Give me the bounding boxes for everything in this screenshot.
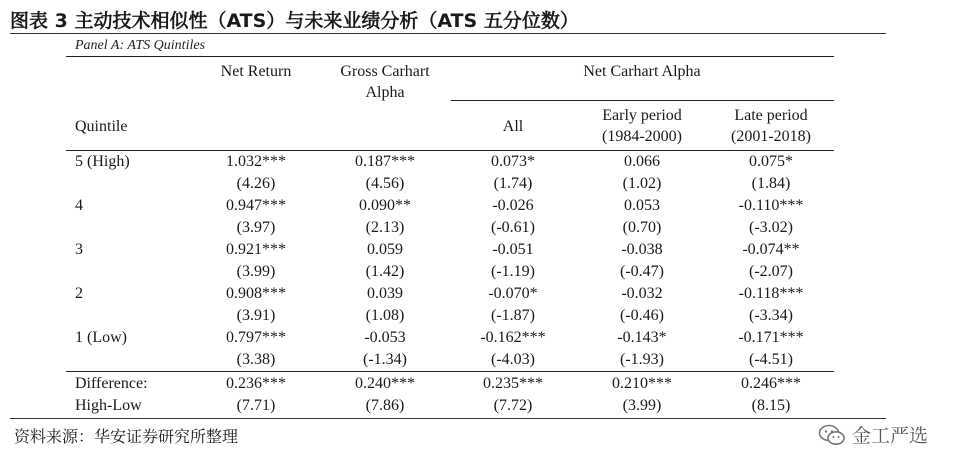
coef-cell: -0.032	[621, 285, 663, 302]
watermark-text: 金工严选	[852, 425, 929, 447]
coef-cell: 0.090**	[359, 197, 411, 214]
tstat-cell: (4.26)	[236, 175, 276, 192]
tstat-cell: (1.74)	[493, 175, 533, 192]
diff-tstat: (7.72)	[493, 397, 533, 414]
quintile-label: 4	[75, 197, 83, 214]
header-all: All	[502, 118, 524, 135]
tstat-cell: (-0.46)	[620, 307, 664, 324]
tstat-cell: (4.56)	[365, 175, 405, 192]
tstat-cell: (-2.07)	[749, 263, 793, 280]
coef-cell: -0.074**	[742, 241, 800, 258]
tstat-cell: (2.13)	[365, 219, 405, 236]
coef-cell: -0.053	[364, 329, 406, 346]
coef-cell: -0.118***	[738, 285, 804, 302]
coef-cell: -0.171***	[738, 329, 804, 346]
coef-cell: 0.039	[367, 285, 403, 302]
watermark	[818, 421, 928, 448]
coef-cell: 0.921***	[226, 241, 286, 258]
bottom-rule	[10, 418, 886, 419]
panel-rule	[66, 56, 834, 57]
header-net-carhart: Net Carhart Alpha	[583, 63, 701, 80]
top-rule	[10, 33, 886, 34]
coef-cell: 0.073*	[491, 153, 535, 170]
header-gross-line1: Gross Carhart	[340, 63, 430, 80]
tstat-cell: (-0.61)	[491, 219, 535, 236]
quintile-label: 5 (High)	[75, 153, 130, 170]
header-quintile: Quintile	[75, 118, 128, 135]
tstat-cell: (-3.02)	[749, 219, 793, 236]
tstat-cell: (-1.87)	[491, 307, 535, 324]
source-note: 资料来源：华安证券研究所整理	[14, 427, 239, 446]
coef-cell: -0.143*	[617, 329, 667, 346]
coef-cell: -0.051	[492, 241, 534, 258]
header-late-line2: (2001-2018)	[731, 128, 811, 145]
quintile-label: 2	[75, 285, 83, 302]
tstat-cell: (-4.51)	[749, 351, 793, 368]
diff-tstat: (7.71)	[236, 397, 276, 414]
coef-cell: -0.110***	[738, 197, 804, 214]
coef-cell: 0.059	[367, 241, 403, 258]
diff-coef: 0.246***	[741, 375, 801, 392]
diff-tstat: (7.86)	[365, 397, 405, 414]
header-net-return: Net Return	[220, 63, 292, 80]
panel-label: Panel A: ATS Quintiles	[75, 38, 206, 53]
header-early-line2: (1984-2000)	[602, 128, 682, 145]
header-late-line1: Late period	[734, 107, 808, 124]
coef-cell: 0.947***	[226, 197, 286, 214]
diff-coef: 0.210***	[612, 375, 672, 392]
tstat-cell: (3.91)	[236, 307, 276, 324]
tstat-cell: (0.70)	[622, 219, 662, 236]
coef-cell: -0.038	[621, 241, 663, 258]
tstat-cell: (1.08)	[365, 307, 405, 324]
coef-cell: 1.032***	[226, 153, 286, 170]
coef-cell: -0.162***	[480, 329, 546, 346]
tstat-cell: (-1.93)	[620, 351, 664, 368]
header-early-line1: Early period	[602, 107, 682, 124]
tstat-cell: (3.99)	[236, 263, 276, 280]
difference-label: Difference:	[75, 375, 148, 392]
coef-cell: 0.908***	[226, 285, 286, 302]
tstat-cell: (3.38)	[236, 351, 276, 368]
tstat-cell: (3.97)	[236, 219, 276, 236]
tstat-cell: (1.42)	[365, 263, 405, 280]
coef-cell: 0.187***	[355, 153, 415, 170]
wechat-icon	[818, 423, 846, 447]
difference-rule	[66, 371, 834, 372]
tstat-cell: (-1.19)	[491, 263, 535, 280]
coef-cell: -0.070*	[488, 285, 538, 302]
diff-coef: 0.235***	[483, 375, 543, 392]
tstat-cell: (1.84)	[751, 175, 791, 192]
header-gross-line2: Alpha	[365, 84, 405, 101]
quintile-label: 1 (Low)	[75, 329, 127, 346]
tstat-cell: (-4.03)	[491, 351, 535, 368]
tstat-cell: (-3.34)	[749, 307, 793, 324]
diff-tstat: (3.99)	[622, 397, 662, 414]
coef-cell: 0.075*	[749, 153, 793, 170]
tstat-cell: (1.02)	[622, 175, 662, 192]
diff-coef: 0.236***	[226, 375, 286, 392]
coef-cell: 0.797***	[226, 329, 286, 346]
diff-tstat: (8.15)	[751, 397, 791, 414]
net-carhart-rule	[451, 100, 834, 101]
coef-cell: -0.026	[492, 197, 534, 214]
tstat-cell: (-1.34)	[363, 351, 407, 368]
quintile-label: 3	[75, 241, 83, 258]
coef-cell: 0.053	[624, 197, 660, 214]
high-low-label: High-Low	[75, 397, 142, 414]
diff-coef: 0.240***	[355, 375, 415, 392]
figure-title: 图表 3 主动技术相似性（ATS）与未来业绩分析（ATS 五分位数）	[10, 10, 579, 32]
header-rule	[66, 150, 834, 151]
tstat-cell: (-0.47)	[620, 263, 664, 280]
coef-cell: 0.066	[624, 153, 660, 170]
